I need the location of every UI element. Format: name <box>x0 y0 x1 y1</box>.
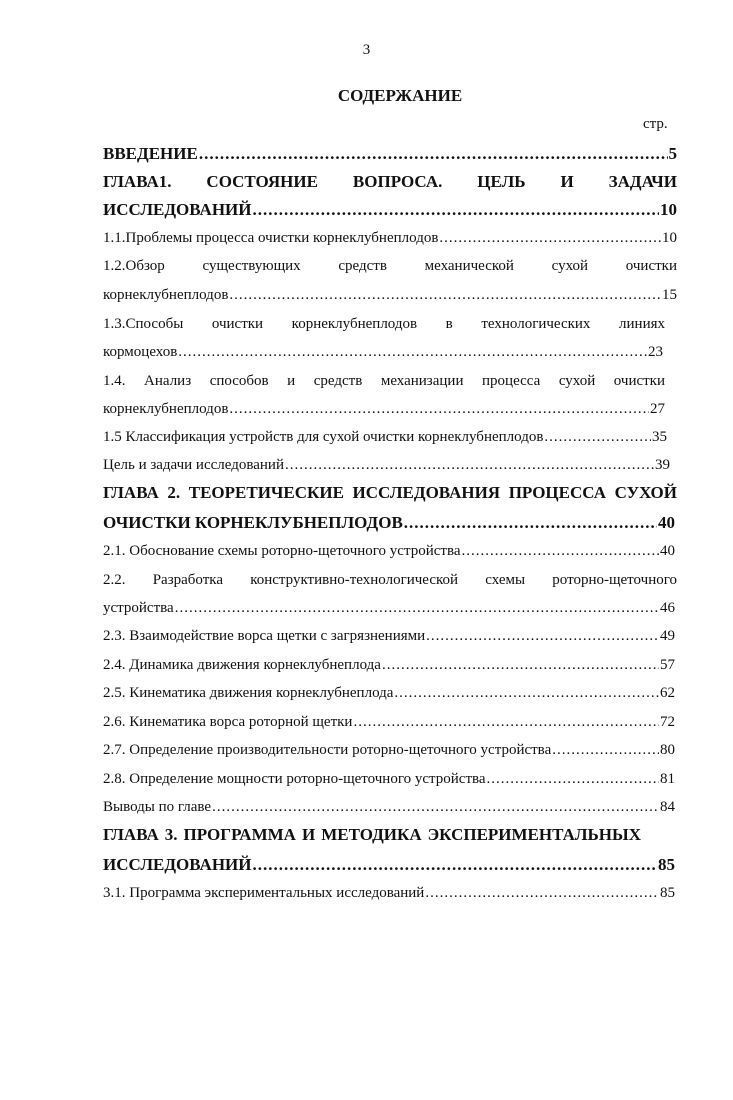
toc-entry-chapter-1-cont[interactable] <box>103 200 677 220</box>
toc-entry-text: ИССЛЕДОВАНИЙ <box>103 855 252 874</box>
toc-entry-chapter-2-cont[interactable] <box>103 513 675 533</box>
toc-entry-text: 2.1. Обоснование схемы роторно-щеточного устройства <box>103 543 461 559</box>
toc-entry-text: 2.8. Определение мощности роторно-щеточного устройства <box>103 771 486 787</box>
dot-leader <box>253 855 658 875</box>
toc-entry-2-6[interactable] <box>103 712 675 732</box>
dot-leader <box>404 513 657 533</box>
toc-entry-1-4-cont[interactable] <box>103 399 665 419</box>
toc-entry-1-1[interactable] <box>103 228 677 248</box>
dot-leader <box>487 769 659 789</box>
toc-entry-page: 39 <box>655 457 670 473</box>
toc-entry-text: 2.7. Определение производительности роторно-щеточного устройства <box>103 742 552 758</box>
toc-entry-page: 5 <box>668 144 677 163</box>
toc-entry-text: 3.1. Программа экспериментальных исследований <box>103 885 425 901</box>
toc-entry-chapter-1[interactable] <box>103 172 677 192</box>
toc-entry-2-5[interactable] <box>103 683 675 703</box>
toc-entry-2-3[interactable] <box>103 626 675 646</box>
toc-title: СОДЕРЖАНИЕ <box>337 86 463 105</box>
toc-entry-text: ГЛАВА1. СОСТОЯНИЕ ВОПРОСА. ЦЕЛЬ И ЗАДАЧИ <box>103 172 677 191</box>
toc-entry-page: 27 <box>650 401 665 417</box>
toc-entry-page: 85 <box>660 885 675 901</box>
toc-entry-chapter-2-conclusions[interactable] <box>103 797 675 817</box>
dot-leader <box>439 228 661 248</box>
toc-entry-2-1[interactable] <box>103 541 675 561</box>
dot-leader <box>199 144 668 164</box>
toc-entry-page: 84 <box>660 799 675 815</box>
toc-entry-text: Цель и задачи исследований <box>103 457 284 473</box>
toc-entry-page: 15 <box>662 287 677 303</box>
toc-entry-1-3-cont[interactable] <box>103 342 663 362</box>
toc-entry-text: 2.2. Разработка конструктивно-технологической схемы роторно-щеточного <box>103 572 677 588</box>
toc-entry-page: 85 <box>658 855 675 874</box>
toc-entry-2-4[interactable] <box>103 655 675 675</box>
toc-entry-text: 1.4. Анализ способов и средств механизации процесса сухой очистки <box>103 373 665 389</box>
toc-entry-page: 10 <box>662 230 677 246</box>
dot-leader <box>425 883 659 903</box>
toc-entry-chapter-3[interactable] <box>103 825 641 845</box>
toc-entry-1-2[interactable] <box>103 256 677 276</box>
toc-entry-2-8[interactable] <box>103 769 675 789</box>
dot-leader <box>253 200 660 220</box>
toc-entry-2-2[interactable] <box>103 570 677 590</box>
dot-leader <box>544 427 651 447</box>
toc-entry-text: 2.6. Кинематика ворса роторной щетки <box>103 714 353 730</box>
toc-entry-page: 80 <box>660 742 675 758</box>
toc-entry-page: 62 <box>660 685 675 701</box>
toc-entry-1-4[interactable] <box>103 371 665 391</box>
dot-leader <box>353 712 659 732</box>
toc-entry-1-3[interactable] <box>103 314 665 334</box>
toc-entry-1-5[interactable] <box>103 427 667 447</box>
toc-entry-page: 40 <box>660 543 675 559</box>
toc-entry-chapter-2[interactable] <box>103 483 677 503</box>
toc-entry-page: 23 <box>648 344 663 360</box>
toc-entry-text: 2.3. Взаимодействие ворса щетки с загрязнениями <box>103 628 426 644</box>
toc-entry-text: 1.1.Проблемы процесса очистки корнеклубнеплодов <box>103 230 439 246</box>
toc-entry-1-2-cont[interactable] <box>103 285 677 305</box>
dot-leader <box>175 598 659 618</box>
toc-entry-2-7[interactable] <box>103 740 675 760</box>
toc-entry-page: 57 <box>660 657 675 673</box>
toc-entry-goals[interactable] <box>103 455 670 475</box>
dot-leader <box>229 285 661 305</box>
toc-entry-text: ИССЛЕДОВАНИЙ <box>103 200 252 219</box>
toc-entry-text: корнеклубнеплодов <box>103 287 229 303</box>
dot-leader <box>212 797 659 817</box>
toc-entry-text: корнеклубнеплодов <box>103 401 229 417</box>
toc-entry-chapter-3-cont[interactable] <box>103 855 675 875</box>
toc-entry-page: 81 <box>660 771 675 787</box>
dot-leader <box>382 655 659 675</box>
pages-column-label: стр. <box>643 116 668 132</box>
dot-leader <box>178 342 647 362</box>
dot-leader <box>229 399 649 419</box>
toc-entry-text: ВВЕДЕНИЕ <box>103 144 198 163</box>
toc-entry-text: 1.2.Обзор существующих средств механической сухой очистки <box>103 258 677 274</box>
toc-entry-text: 2.4. Динамика движения корнеклубнеплода <box>103 657 381 673</box>
dot-leader <box>394 683 659 703</box>
toc-entry-3-1[interactable] <box>103 883 675 903</box>
toc-entry-text: устройства <box>103 600 174 616</box>
toc-entry-page: 40 <box>658 513 675 532</box>
toc-entry-page: 46 <box>660 600 675 616</box>
dot-leader <box>426 626 659 646</box>
toc-entry-text: 1.5 Классификация устройств для сухой очистки корнеклубнеплодов <box>103 429 544 445</box>
toc-entry-introduction[interactable] <box>103 144 677 164</box>
dot-leader <box>552 740 659 760</box>
page-number: 3 <box>362 42 371 58</box>
toc-entry-text: 1.3.Способы очистки корнеклубнеплодов в технологических линиях <box>103 316 665 332</box>
toc-entry-text: ГЛАВА 3. ПРОГРАММА И МЕТОДИКА ЭКСПЕРИМЕНТАЛЬНЫХ <box>103 825 641 844</box>
toc-entry-text: ГЛАВА 2. ТЕОРЕТИЧЕСКИЕ ИССЛЕДОВАНИЯ ПРОЦЕССА СУХОЙ <box>103 483 677 502</box>
dot-leader <box>285 455 654 475</box>
toc-entry-page: 72 <box>660 714 675 730</box>
toc-entry-text: кормоцехов <box>103 344 178 360</box>
toc-entry-2-2-cont[interactable] <box>103 598 675 618</box>
dot-leader <box>461 541 659 561</box>
toc-entry-text: ОЧИСТКИ КОРНЕКЛУБНЕПЛОДОВ <box>103 513 403 532</box>
toc-entry-text: 2.5. Кинематика движения корнеклубнеплода <box>103 685 394 701</box>
toc-entry-page: 35 <box>652 429 667 445</box>
toc-entry-text: Выводы по главе <box>103 799 212 815</box>
toc-entry-page: 49 <box>660 628 675 644</box>
toc-entry-page: 10 <box>660 200 677 219</box>
